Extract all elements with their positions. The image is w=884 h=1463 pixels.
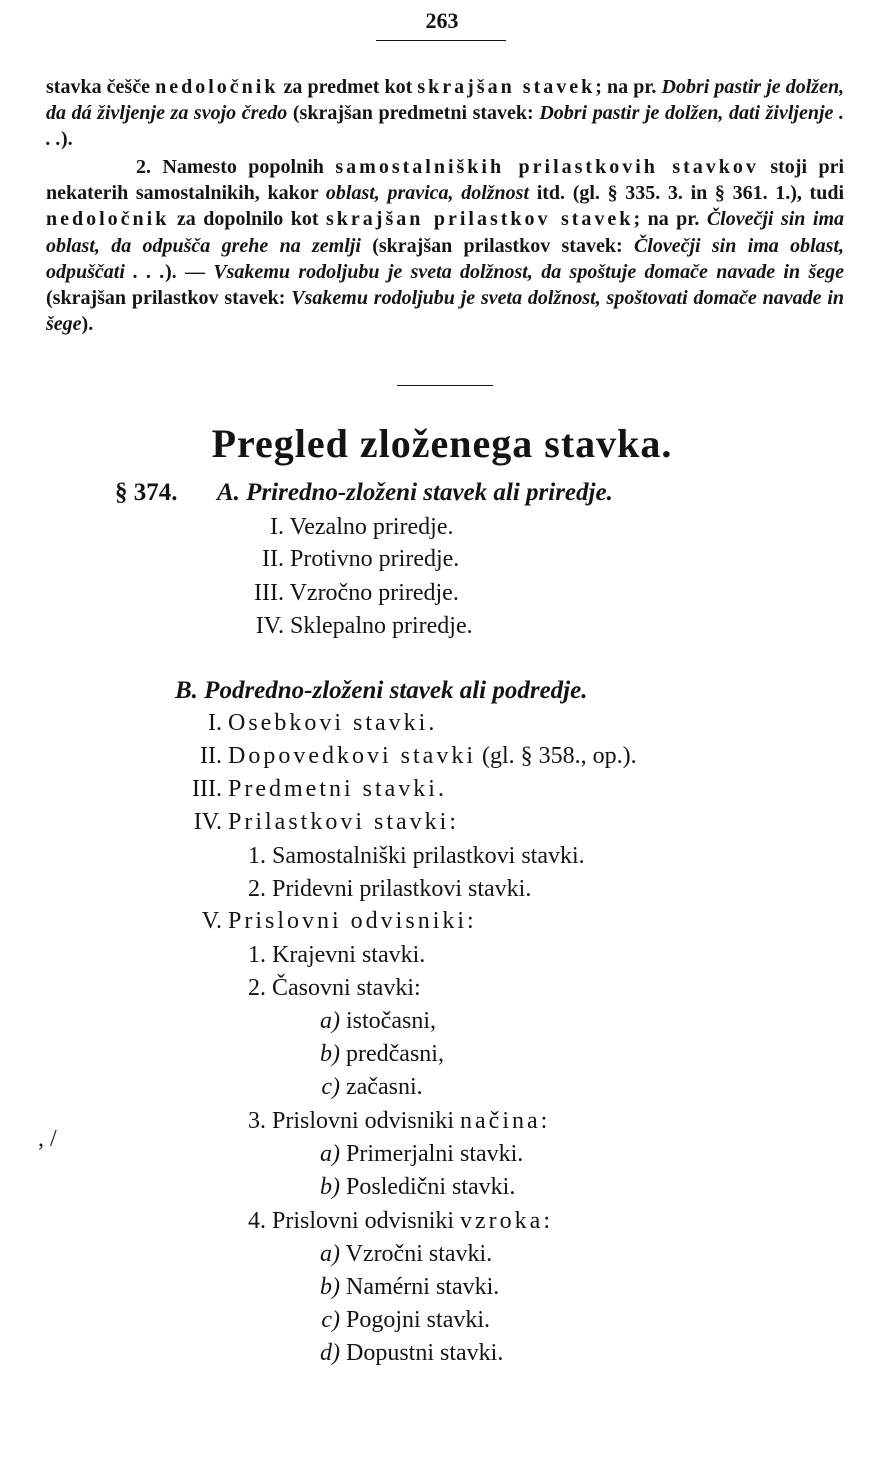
- text-run: za dopolnilo kot: [176, 208, 319, 231]
- list-item-number: I.: [208, 710, 222, 736]
- list-item-number: II.: [262, 546, 284, 572]
- spaced-term: nedoločnik: [155, 76, 279, 98]
- list-item: [310, 1340, 503, 1367]
- list-item: [240, 942, 425, 969]
- list-item-text: Prilastkovi stavki:: [228, 809, 459, 835]
- list-item-text: začasni.: [346, 1074, 423, 1100]
- list-item-text: Dopustni stavki.: [346, 1340, 504, 1366]
- text-run: stoji pri nekaterih samostalnikih, kakor: [46, 156, 845, 205]
- list-item-text: Časovni stavki:: [272, 975, 421, 1001]
- list-item-number: III.: [254, 580, 284, 606]
- text-run: ; na pr.: [595, 76, 657, 98]
- example-sentence: Vsakemu rodoljubu je sveta dolžnost, da spoštuje domače navade in šege: [213, 260, 844, 283]
- list-item-text: Pridevni prilastkovi stavki.: [272, 876, 532, 902]
- list-item-qualifier: načina:: [460, 1108, 551, 1134]
- spaced-term: nedoločnik: [46, 208, 170, 231]
- list-item: [250, 613, 473, 640]
- list-item: [310, 1241, 492, 1268]
- list-item-text: Dopovedkovi stavki: [228, 743, 476, 769]
- list-item-text: Posledični stavki.: [346, 1174, 516, 1200]
- list-item-number: III.: [192, 776, 222, 802]
- list-item: [240, 1108, 550, 1135]
- list-item-letter: b): [320, 1274, 340, 1300]
- list-item-text: Pogojni stavki.: [346, 1307, 491, 1333]
- list-item-letter: c): [321, 1307, 340, 1333]
- list-item-text: Vzročni stavki.: [345, 1241, 493, 1267]
- section-b-title: B. Podredno-zloženi stavek ali podredje.: [175, 677, 588, 704]
- list-item-letter: a): [320, 1008, 340, 1034]
- list-item-number: 1.: [248, 942, 266, 968]
- list-item-text: istočasni,: [346, 1008, 436, 1034]
- page-number: 263: [425, 8, 459, 33]
- list-item-letter: b): [320, 1041, 340, 1067]
- section-a-title: [115, 479, 613, 507]
- text-run: ; na pr.: [633, 208, 700, 231]
- list-item-reference: (gl. § 358., op.).: [481, 743, 637, 769]
- list-item-letter: a): [320, 1241, 340, 1267]
- list-item-number: 4.: [248, 1208, 266, 1234]
- list-item: [310, 1141, 523, 1168]
- list-item: [240, 843, 585, 870]
- list-item-text: Namérni stavki.: [346, 1274, 500, 1300]
- list-item-text: Prislovni odvisniki: [272, 1208, 455, 1234]
- text-run: ). —: [164, 260, 205, 283]
- list-item-text: Sklepalno priredje.: [290, 613, 473, 639]
- list-item: [240, 975, 421, 1002]
- list-item: [310, 1307, 490, 1334]
- paragraph-1: [46, 74, 844, 153]
- section-heading: Pregled zloženega stavka.: [211, 421, 673, 466]
- list-item-number: 2.: [248, 975, 266, 1001]
- list-item: [310, 1008, 436, 1035]
- list-item: [240, 876, 531, 903]
- list-item: [310, 1074, 423, 1101]
- text-run: (skrajšan prilastkov stavek:: [372, 234, 623, 257]
- list-item-qualifier: vzroka:: [460, 1208, 553, 1234]
- list-item-text: Samostalniški prilastkovi stavki.: [272, 843, 585, 869]
- list-item: [310, 1174, 515, 1201]
- text-run: (skrajšan predmetni stavek:: [292, 102, 534, 125]
- list-item: [250, 580, 459, 607]
- list-item-number: 2.: [248, 876, 266, 902]
- spaced-term: skrajšan stavek: [417, 76, 596, 98]
- list-item-letter: d): [320, 1340, 340, 1366]
- list-item: [310, 1274, 499, 1301]
- list-item: [240, 1208, 553, 1235]
- list-item-letter: a): [320, 1141, 340, 1167]
- list-item: [310, 1041, 444, 1068]
- list-item-text: Osebkovi stavki.: [228, 710, 438, 736]
- text-run: stavka češče: [46, 76, 150, 98]
- example-sentence: Vsakemu rodoljubu je sveta dolžnost, spoštovati domače navade in šege: [46, 287, 845, 336]
- example-sentence: Človečji sin ima oblast, odpuščati . . .: [46, 234, 844, 283]
- list-item: [170, 710, 437, 737]
- paragraph-number: § 374.: [115, 479, 178, 506]
- list-item: [250, 546, 459, 573]
- list-item: [170, 809, 459, 836]
- example-sentence: Človečji sin ima oblast, da odpušča grehe na zemlji: [46, 208, 845, 257]
- list-item-number: II.: [200, 743, 222, 769]
- paragraph-2: [46, 154, 844, 337]
- list-item-letter: b): [320, 1174, 340, 1200]
- spaced-term: skrajšan prilastkov stavek: [326, 208, 634, 231]
- section-a-label: A. Priredno-zloženi stavek ali priredje.: [217, 479, 613, 506]
- list-item-text: Prislovni odvisniki: [272, 1108, 455, 1134]
- list-item-number: V.: [201, 908, 222, 934]
- text-run: ).: [81, 313, 94, 336]
- pencil-mark: , /: [38, 1126, 57, 1152]
- example-words: oblast, pravica, dolžnost: [325, 182, 530, 205]
- text-run: za predmet kot: [283, 76, 413, 98]
- list-item-number: IV.: [193, 809, 222, 835]
- list-item: [250, 514, 454, 541]
- list-item-text: Protivno priredje.: [290, 546, 460, 572]
- header-rule: [376, 40, 506, 41]
- list-item-text: predčasni,: [346, 1041, 444, 1067]
- list-item-text: Prislovni odvisniki:: [228, 908, 477, 934]
- list-item-number: 1.: [248, 843, 266, 869]
- list-item-text: Krajevni stavki.: [272, 942, 426, 968]
- list-item-number: I.: [270, 514, 284, 540]
- list-item: [170, 743, 637, 770]
- list-item-text: Predmetni stavki.: [228, 776, 447, 802]
- list-item-text: Primerjalni stavki.: [346, 1141, 524, 1167]
- list-item-letter: c): [321, 1074, 340, 1100]
- example-sentence: Dobri pastir je dolžen, da dá življenje za svojo čredo: [46, 76, 845, 125]
- list-item-number: 3.: [248, 1108, 266, 1134]
- text-run: (skrajšan prilastkov stavek:: [46, 287, 286, 310]
- list-item-text: Vezalno priredje.: [289, 514, 454, 540]
- list-item: [170, 908, 477, 935]
- list-item-text: Vzročno priredje.: [289, 580, 459, 606]
- list-item-number: IV.: [255, 613, 284, 639]
- section-divider: [397, 385, 493, 386]
- spaced-term: samostalniških prilastkovih stavkov: [335, 156, 759, 178]
- text-run: ).: [61, 128, 73, 151]
- text-run: 2. Namesto popolnih: [136, 156, 324, 178]
- text-run: itd. (gl. § 335. 3. in § 361. 1.), tudi: [536, 182, 845, 205]
- example-sentence: Dobri pastir je dolžen, dati življenje . . .: [46, 102, 845, 151]
- list-item: [170, 776, 447, 803]
